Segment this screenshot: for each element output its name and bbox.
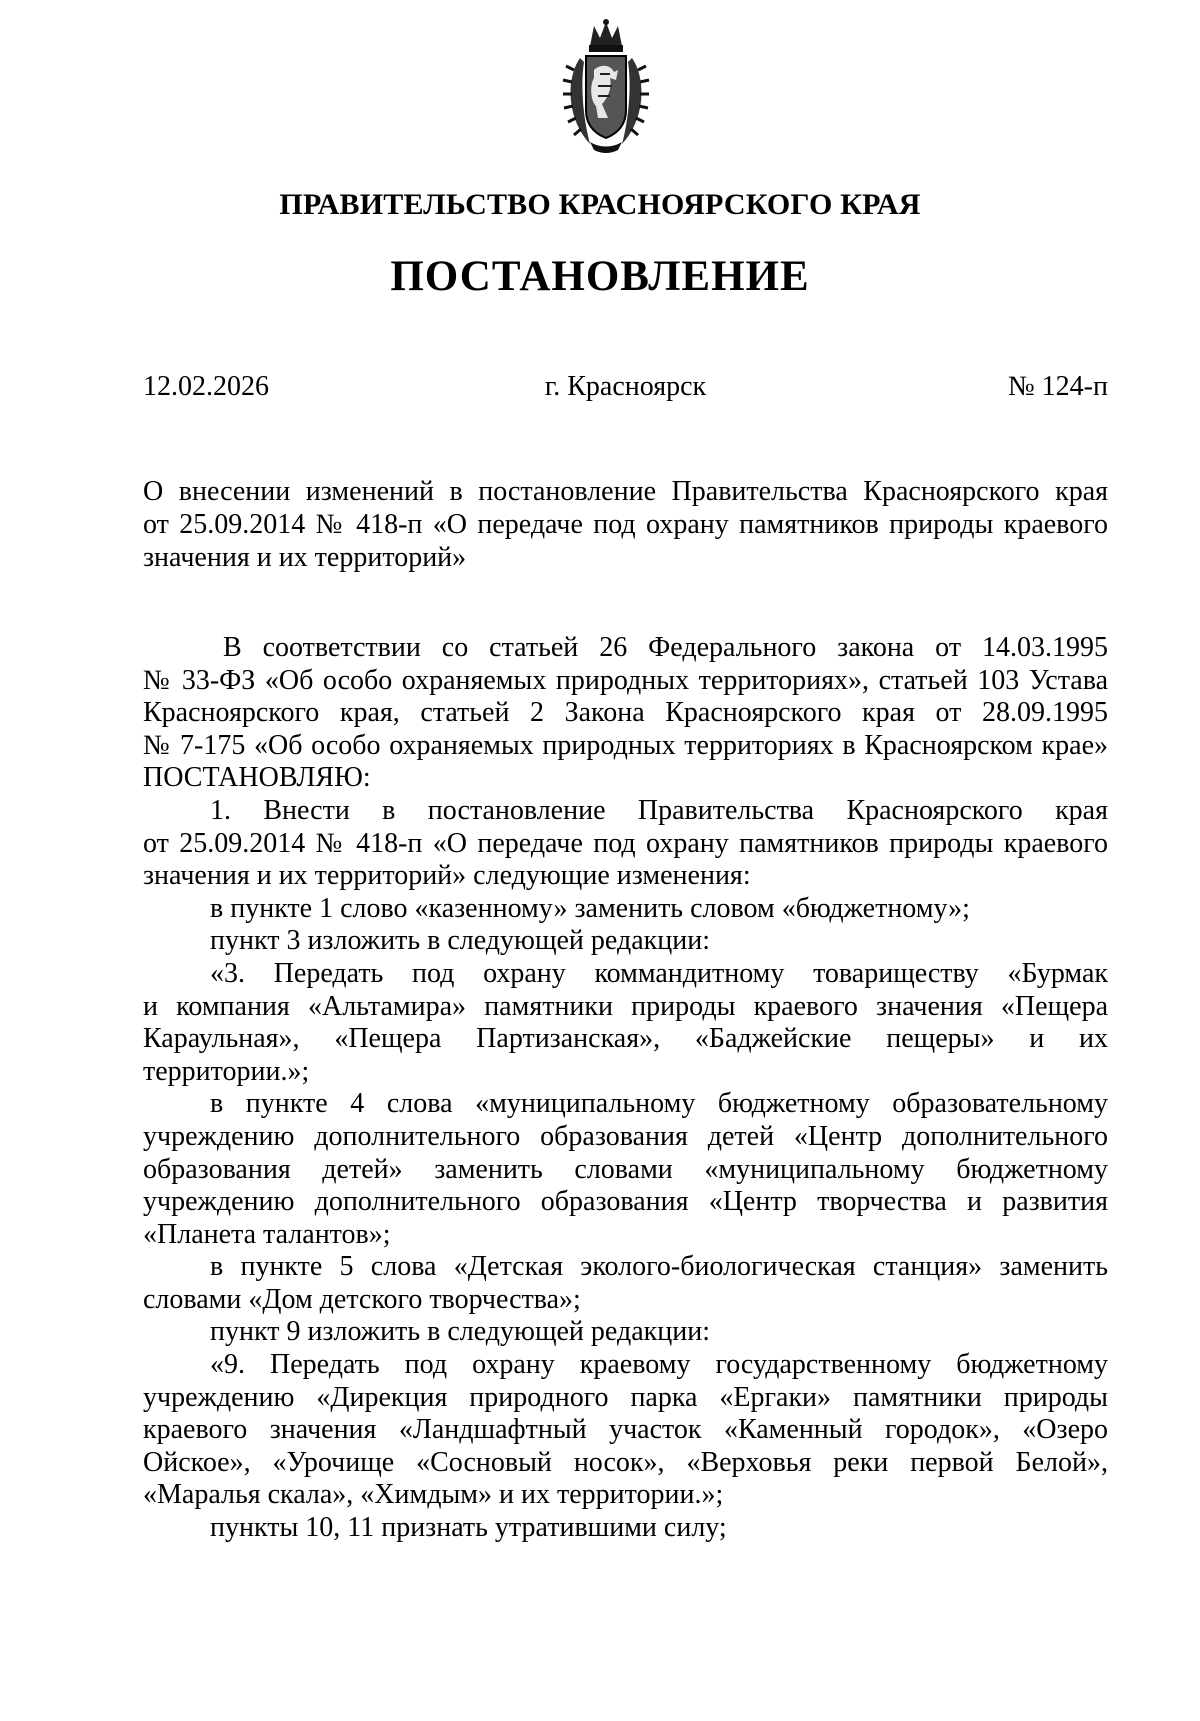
body-line: от 25.09.2014 № 418-п «О передаче под охрану памятников природы краевого (143, 827, 1108, 859)
body-line: в пункте 1 слово «казенному» заменить словом «бюджетному»; (210, 892, 970, 924)
document-number: № 124-п (1007, 371, 1108, 402)
body-line: «9. Передать под охрану краевому государственному бюджетному (210, 1349, 1108, 1381)
document-city: г. Красноярск (544, 371, 707, 402)
body-line: образования детей» заменить словами «муниципальному бюджетному (143, 1153, 1108, 1185)
body-line: учреждению дополнительного образования детей «Центр дополнительного (143, 1120, 1108, 1152)
body-line: территории.»; (143, 1055, 310, 1087)
body-line: Ойское», «Урочище «Сосновый носок», «Верховья реки первой Белой», (143, 1446, 1108, 1478)
coat-of-arms-emblem (560, 18, 652, 156)
body-line: словами «Дом детского творчества»; (143, 1283, 581, 1315)
body-line: Красноярского края, статьей 2 Закона Красноярского края от 28.09.1995 (143, 697, 1108, 729)
body-line: «3. Передать под охрану коммандитному товариществу «Бурмак (210, 957, 1108, 989)
document-date: 12.02.2026 (143, 371, 269, 402)
body-line: Караульная», «Пещера Партизанская», «Баджейские пещеры» и их (143, 1023, 1108, 1055)
body-line: и компания «Альтамира» памятники природы краевого значения «Пещера (143, 990, 1108, 1022)
body-line: В соответствии со статьей 26 Федерального закона от 14.03.1995 (223, 632, 1108, 663)
body-line: учреждению «Дирекция природного парка «Ергаки» памятники природы (143, 1381, 1108, 1413)
document-type-title: ПОСТАНОВЛЕНИЕ (390, 253, 810, 300)
body-line: № 33-ФЗ «Об особо охраняемых природных территориях», статьей 103 Устава (143, 664, 1108, 696)
body-line: пункты 10, 11 признать утратившими силу; (210, 1512, 727, 1544)
body-line: 1. Внести в постановление Правительства Красноярского края (210, 794, 1108, 826)
body-line: краевого значения «Ландшафтный участок «Каменный городок», «Озеро (143, 1414, 1108, 1446)
body-line: пункт 9 изложить в следующей редакции: (210, 1316, 710, 1348)
body-line: № 7-175 «Об особо охраняемых природных территориях в Красноярском крае» (143, 729, 1108, 761)
body-line: «Планета талантов»; (143, 1218, 391, 1250)
subject-line: от 25.09.2014 № 418-п «О передаче под охрану памятников природы краевого (143, 509, 1108, 540)
government-title: ПРАВИТЕЛЬСТВО КРАСНОЯРСКОГО КРАЯ (279, 188, 921, 221)
document-body (143, 632, 1108, 1545)
subject-line: О внесении изменений в постановление Правительства Красноярского края (143, 476, 1108, 507)
body-line: ПОСТАНОВЛЯЮ: (143, 762, 371, 794)
body-line: пункт 3 изложить в следующей редакции: (210, 925, 710, 957)
body-line: в пункте 5 слова «Детская эколого-биологическая станция» заменить (210, 1251, 1108, 1283)
document-meta-row (143, 371, 1108, 407)
subject-line: значения и их территорий» (143, 542, 467, 573)
body-line: значения и их территорий» следующие изменения: (143, 860, 751, 892)
body-line: «Маралья скала», «Химдым» и их территории.»; (143, 1479, 724, 1511)
body-line: учреждению дополнительного образования «Центр творчества и развития (143, 1186, 1108, 1218)
body-line: в пункте 4 слова «муниципальному бюджетному образовательному (210, 1088, 1108, 1120)
document-subject (143, 475, 1108, 574)
